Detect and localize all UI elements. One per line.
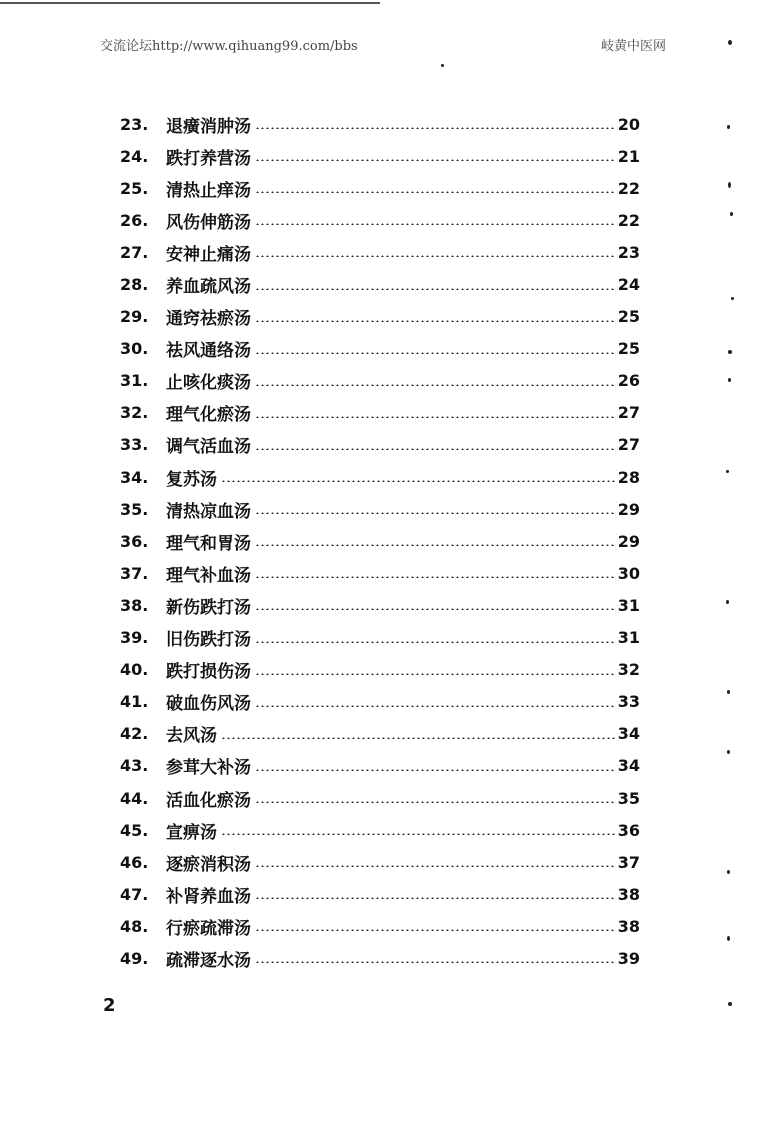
toc-entry-title: 理气化瘀汤: [166, 405, 251, 426]
dotted-leader: [221, 737, 616, 739]
toc-entry-page: 34: [617, 724, 640, 744]
toc-entry-number: 42.: [120, 724, 149, 744]
toc-entry-page: 33: [617, 692, 640, 712]
toc-entry: [120, 589, 640, 621]
toc-entry-page: 29: [617, 531, 640, 551]
scan-speck: [727, 125, 730, 129]
scan-speck: [728, 40, 732, 45]
toc-entry-page: 27: [617, 435, 640, 455]
scan-speck: [726, 600, 729, 604]
dotted-leader: [255, 961, 616, 963]
toc-entry-page: 37: [617, 852, 640, 872]
scan-speck: [726, 470, 729, 473]
dotted-leader: [255, 769, 616, 771]
toc-entry-number: 38.: [120, 595, 149, 615]
toc-entry-title: 破血伤风汤: [166, 694, 251, 715]
top-border-line: [0, 2, 380, 4]
toc-entry-page: 24: [617, 275, 640, 295]
toc-entry-number: 25.: [120, 178, 149, 198]
toc-entry-number: 33.: [120, 435, 149, 455]
dotted-leader: [255, 929, 616, 931]
toc-entry-page: 25: [617, 339, 640, 359]
toc-entry-page: 28: [617, 467, 640, 487]
toc-entry: [120, 397, 640, 429]
toc-entry-title: 补肾养血汤: [166, 886, 251, 907]
toc-entry-number: 27.: [120, 242, 149, 262]
dotted-leader: [255, 897, 616, 899]
toc-entry-title: 新伤跌打汤: [166, 597, 251, 618]
toc-entry-title: 宣痹汤: [166, 822, 217, 843]
toc-entry-title: 疏滞逐水汤: [166, 950, 251, 971]
toc-entry: [120, 654, 640, 686]
toc-entry-number: 40.: [120, 660, 149, 680]
toc-entry-number: 32.: [120, 403, 149, 423]
toc-entry-page: 32: [617, 660, 640, 680]
dotted-leader: [255, 641, 616, 643]
toc-entry: [120, 301, 640, 333]
toc-entry-number: 39.: [120, 628, 149, 648]
toc-entry-number: 49.: [120, 948, 149, 968]
dotted-leader: [255, 576, 616, 578]
toc-entry: [120, 718, 640, 750]
toc-entry-title: 调气活血汤: [166, 437, 251, 458]
toc-entry-number: 37.: [120, 563, 149, 583]
toc-entry-title: 止咳化痰汤: [166, 373, 251, 394]
toc-entry: [120, 750, 640, 782]
toc-entry-title: 复苏汤: [166, 469, 217, 490]
toc-entry-title: 清热止痒汤: [166, 180, 251, 201]
forum-url-header: 交流论坛http://www.qihuang99.com/bbs: [100, 39, 358, 54]
table-of-contents: [120, 108, 640, 975]
toc-entry: [120, 622, 640, 654]
toc-entry: [120, 172, 640, 204]
page-number: 2: [103, 995, 116, 1016]
toc-entry-title: 活血化瘀汤: [166, 790, 251, 811]
toc-entry-page: 31: [617, 628, 640, 648]
toc-entry: [120, 429, 640, 461]
toc-entry-page: 36: [617, 820, 640, 840]
toc-entry-page: 23: [617, 242, 640, 262]
toc-entry: [120, 910, 640, 942]
scan-speck: [727, 690, 730, 694]
scan-speck: [728, 1002, 732, 1006]
toc-entry-title: 跌打损伤汤: [166, 662, 251, 683]
dotted-leader: [255, 352, 616, 354]
toc-entry-number: 46.: [120, 852, 149, 872]
toc-entry-title: 退癀消肿汤: [166, 116, 251, 137]
toc-entry-title: 理气和胃汤: [166, 533, 251, 554]
toc-entry-title: 逐瘀消积汤: [166, 854, 251, 875]
toc-entry-title: 风伤伸筋汤: [166, 212, 251, 233]
dotted-leader: [255, 255, 616, 257]
scan-speck: [727, 750, 730, 754]
toc-entry: [120, 878, 640, 910]
toc-entry-title: 行瘀疏滞汤: [166, 918, 251, 939]
dotted-leader: [255, 191, 616, 193]
toc-entry-number: 29.: [120, 307, 149, 327]
dotted-leader: [255, 288, 616, 290]
toc-entry: [120, 493, 640, 525]
dotted-leader: [255, 223, 616, 225]
dotted-leader: [255, 320, 616, 322]
toc-entry-page: 21: [617, 146, 640, 166]
dotted-leader: [255, 159, 616, 161]
scan-speck: [441, 64, 444, 67]
toc-entry-page: 38: [617, 884, 640, 904]
toc-entry-title: 清热凉血汤: [166, 501, 251, 522]
dotted-leader: [255, 512, 616, 514]
toc-entry-page: 39: [617, 948, 640, 968]
toc-entry-title: 理气补血汤: [166, 565, 251, 586]
scan-speck: [728, 182, 731, 188]
toc-entry-number: 44.: [120, 788, 149, 808]
dotted-leader: [255, 448, 616, 450]
toc-entry: [120, 333, 640, 365]
toc-entry-number: 43.: [120, 756, 149, 776]
toc-entry-number: 26.: [120, 210, 149, 230]
scan-speck: [728, 378, 731, 382]
dotted-leader: [221, 833, 616, 835]
toc-entry-page: 26: [617, 371, 640, 391]
toc-entry: [120, 204, 640, 236]
toc-entry-page: 34: [617, 756, 640, 776]
dotted-leader: [255, 608, 616, 610]
toc-entry-page: 27: [617, 403, 640, 423]
toc-entry-title: 安神止痛汤: [166, 244, 251, 265]
toc-entry-number: 34.: [120, 467, 149, 487]
toc-entry: [120, 557, 640, 589]
dotted-leader: [221, 480, 616, 482]
toc-entry-title: 去风汤: [166, 726, 217, 747]
scan-speck: [727, 936, 730, 941]
toc-entry-page: 29: [617, 499, 640, 519]
toc-entry: [120, 365, 640, 397]
toc-entry-number: 45.: [120, 820, 149, 840]
toc-entry: [120, 942, 640, 974]
dotted-leader: [255, 384, 616, 386]
scan-speck: [727, 870, 730, 874]
dotted-leader: [255, 865, 616, 867]
toc-entry-title: 养血疏风汤: [166, 277, 251, 298]
toc-entry: [120, 268, 640, 300]
dotted-leader: [255, 705, 616, 707]
toc-entry-page: 35: [617, 788, 640, 808]
toc-entry-page: 25: [617, 307, 640, 327]
toc-entry-page: 38: [617, 916, 640, 936]
dotted-leader: [255, 416, 616, 418]
site-name-header: 岐黄中医网: [601, 39, 667, 54]
scan-speck: [730, 212, 733, 216]
toc-entry: [120, 236, 640, 268]
toc-entry-number: 47.: [120, 884, 149, 904]
toc-entry-number: 24.: [120, 146, 149, 166]
scan-speck: [728, 350, 732, 354]
toc-entry-number: 28.: [120, 275, 149, 295]
dotted-leader: [255, 673, 616, 675]
toc-entry-page: 31: [617, 595, 640, 615]
toc-entry-number: 41.: [120, 692, 149, 712]
dotted-leader: [255, 544, 616, 546]
toc-entry-title: 旧伤跌打汤: [166, 630, 251, 651]
toc-entry-page: 22: [617, 178, 640, 198]
toc-entry: [120, 846, 640, 878]
toc-entry-title: 跌打养营汤: [166, 148, 251, 169]
toc-entry-number: 23.: [120, 114, 149, 134]
toc-entry-title: 祛风通络汤: [166, 341, 251, 362]
toc-entry: [120, 108, 640, 140]
scan-speck: [731, 297, 734, 300]
toc-entry: [120, 140, 640, 172]
toc-entry-page: 20: [617, 114, 640, 134]
toc-entry-number: 30.: [120, 339, 149, 359]
toc-entry: [120, 814, 640, 846]
toc-entry-number: 35.: [120, 499, 149, 519]
toc-entry: [120, 461, 640, 493]
toc-entry-number: 31.: [120, 371, 149, 391]
toc-entry: [120, 782, 640, 814]
toc-entry-title: 通窍祛瘀汤: [166, 309, 251, 330]
toc-entry-title: 参茸大补汤: [166, 758, 251, 779]
toc-entry: [120, 525, 640, 557]
toc-entry-number: 48.: [120, 916, 149, 936]
toc-entry-page: 30: [617, 563, 640, 583]
dotted-leader: [255, 127, 616, 129]
toc-entry-page: 22: [617, 210, 640, 230]
dotted-leader: [255, 801, 616, 803]
toc-entry: [120, 686, 640, 718]
toc-entry-number: 36.: [120, 531, 149, 551]
